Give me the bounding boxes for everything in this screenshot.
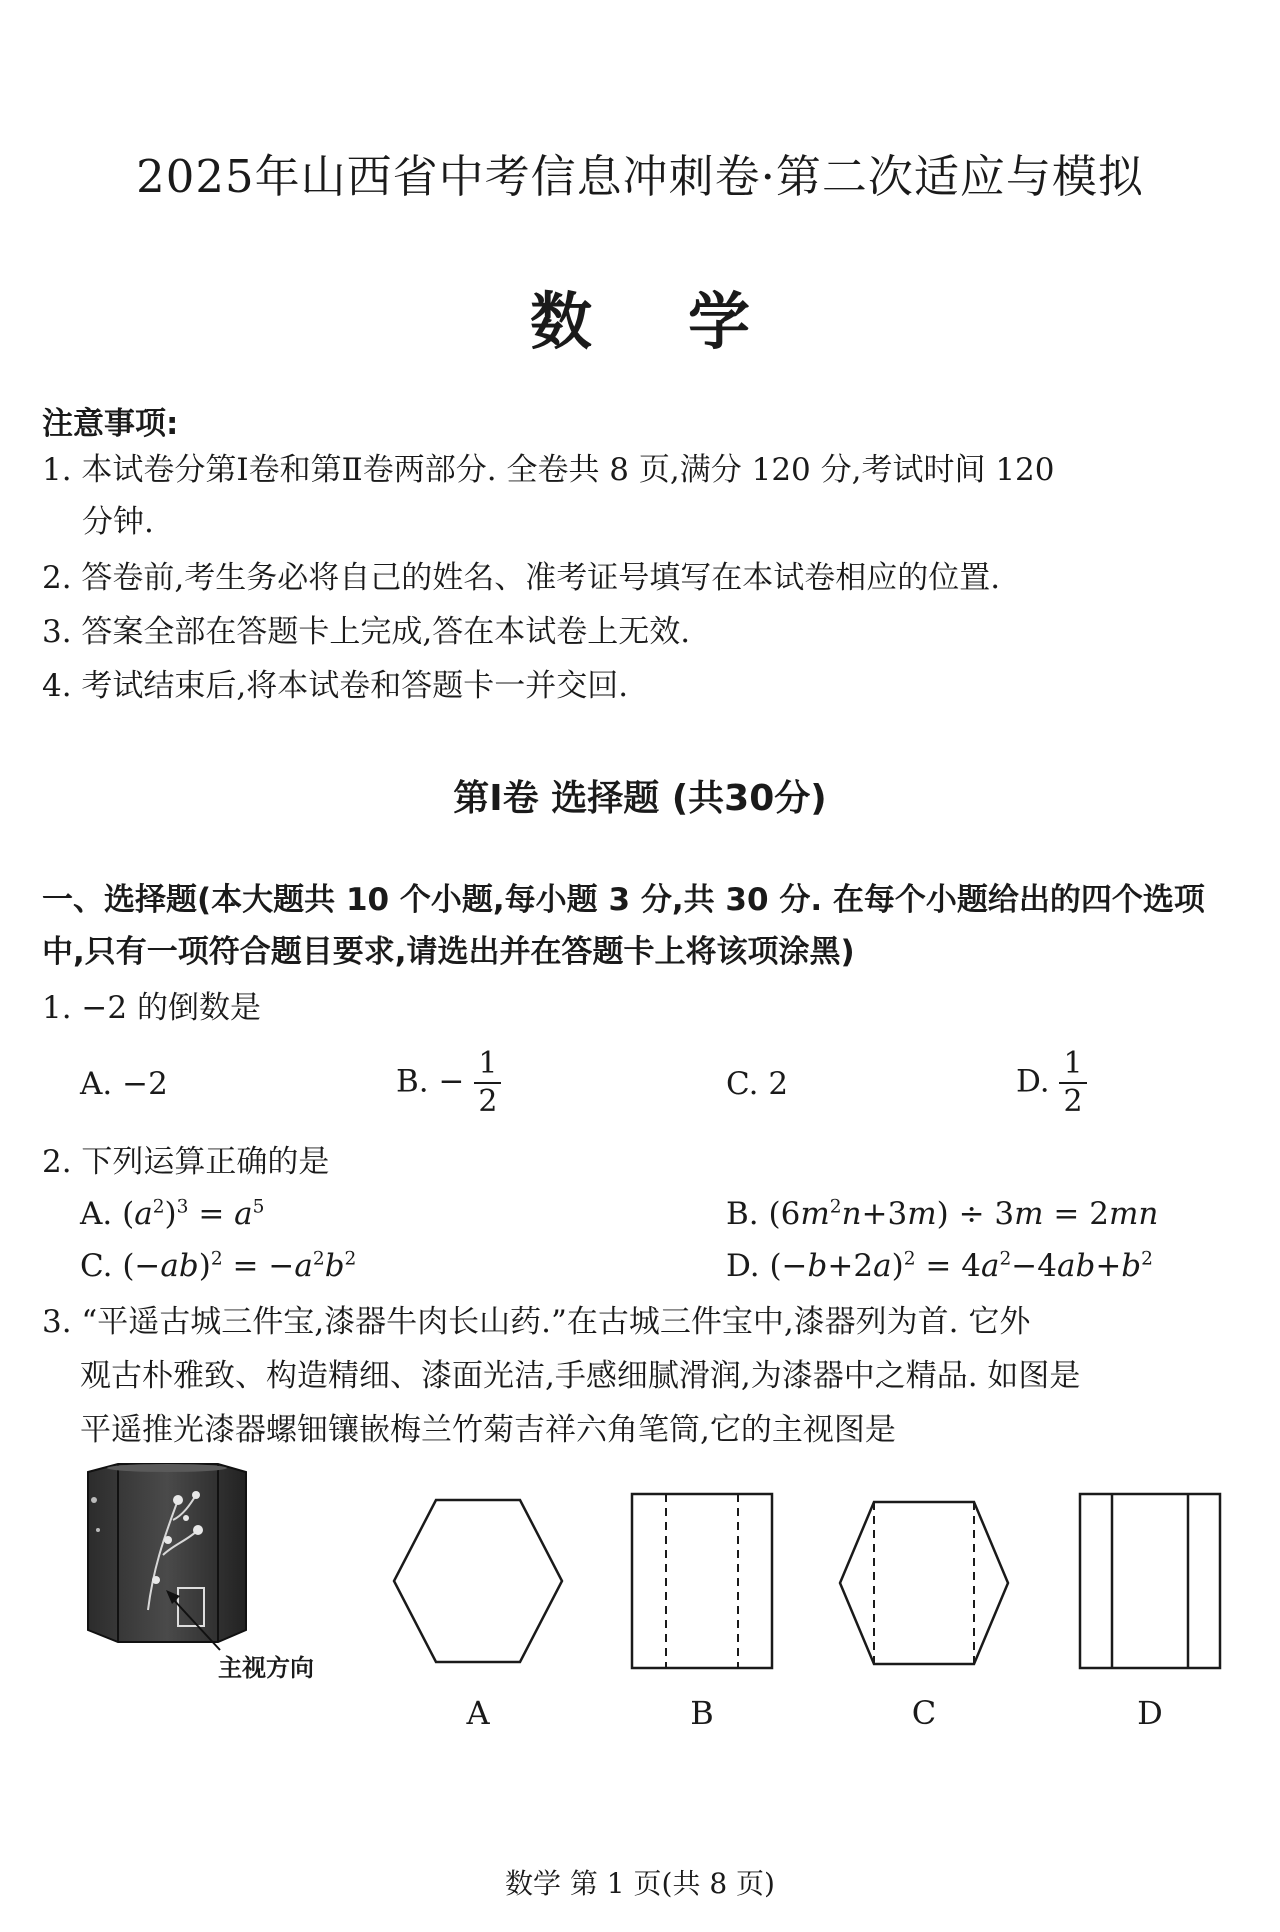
- q2-option-a: A. $(a^2)^3 = a^5$: [80, 1196, 265, 1232]
- subject-title: 数学: [529, 285, 846, 358]
- q1-option-d: [1016, 1046, 1087, 1120]
- notice-item: 分钟.: [82, 504, 154, 540]
- question-3-line: 平遥推光漆器螺钿镶嵌梅兰竹菊吉祥六角笔筒,它的主视图是: [80, 1412, 896, 1448]
- fraction: [474, 1046, 501, 1120]
- notice-heading: 注意事项:: [42, 406, 179, 442]
- view-direction-caption: 主视方向: [218, 1654, 314, 1682]
- question-3-line: 3. “平遥古城三件宝,漆器牛肉长山药.”在古城三件宝中,漆器列为首. 它外: [42, 1304, 1031, 1340]
- question-3-line: 观古朴雅致、构造精细、漆面光洁,手感细腻滑润,为漆器中之精品. 如图是: [80, 1358, 1081, 1394]
- fraction-denominator: 2: [1063, 1084, 1083, 1119]
- figure-label-b: B: [690, 1694, 714, 1732]
- notice-item: 4. 考试结束后,将本试卷和答题卡一并交回.: [42, 668, 629, 704]
- exam-title: 2025年山西省中考信息冲刺卷·第二次适应与模拟: [136, 150, 1144, 203]
- fraction-numerator: 1: [474, 1046, 501, 1084]
- q2-option-b: B. $(6m^2n+3m) \div 3m = 2mn$: [726, 1196, 1159, 1232]
- figure-label-c: C: [911, 1694, 937, 1732]
- q2-option-d-label: D.: [726, 1248, 760, 1284]
- q1-option-b: [396, 1046, 501, 1120]
- option-a-hexagon-figure: [392, 1498, 564, 1664]
- page-footer: 数学 第 1 页(共 8 页): [505, 1867, 775, 1900]
- q2-option-d: D. $(-b+2a)^2 = 4a^2-4ab+b^2$: [726, 1248, 1153, 1284]
- section-heading: 第Ⅰ卷 选择题 (共30分): [453, 778, 827, 819]
- question-2-stem: 2. 下列运算正确的是: [42, 1144, 330, 1180]
- q2-option-c-label: C.: [80, 1248, 113, 1284]
- q2-option-c: C. $(-ab)^2 = -a^2b^2$: [80, 1248, 357, 1284]
- fraction: [1059, 1046, 1086, 1120]
- notice-item: 3. 答案全部在答题卡上完成,答在本试卷上无效.: [42, 614, 691, 650]
- section-instruction: 一、选择题(本大题共 10 个小题,每小题 3 分,共 30 分. 在每个小题给出的四个选项中,只有一项符合题目要求,请选出并在答题卡上将该项涂黑): [42, 882, 1205, 970]
- notice-item: 2. 答卷前,考生务必将自己的姓名、准考证号填写在本试卷相应的位置.: [42, 560, 1001, 596]
- q1-option-a: A. −2: [80, 1066, 168, 1102]
- option-c-figure: [838, 1500, 1010, 1666]
- option-d-figure: [1078, 1492, 1222, 1670]
- q2-option-a-label: A.: [80, 1196, 113, 1232]
- notice-item: 1. 本试卷分第Ⅰ卷和第Ⅱ卷两部分. 全卷共 8 页,满分 120 分,考试时间 120: [42, 452, 1055, 488]
- figure-label-a: A: [466, 1694, 490, 1732]
- q1-option-c: C. 2: [726, 1066, 789, 1102]
- q1-option-b-prefix: B. −: [396, 1063, 465, 1100]
- q1-option-d-prefix: D.: [1016, 1063, 1050, 1100]
- figure-label-d: D: [1137, 1694, 1163, 1732]
- option-b-figure: [630, 1492, 774, 1670]
- fraction-denominator: 2: [478, 1084, 498, 1119]
- fraction-numerator: 1: [1059, 1046, 1086, 1084]
- question-1-stem: 1. −2 的倒数是: [42, 990, 261, 1026]
- q2-option-b-label: B.: [726, 1196, 759, 1232]
